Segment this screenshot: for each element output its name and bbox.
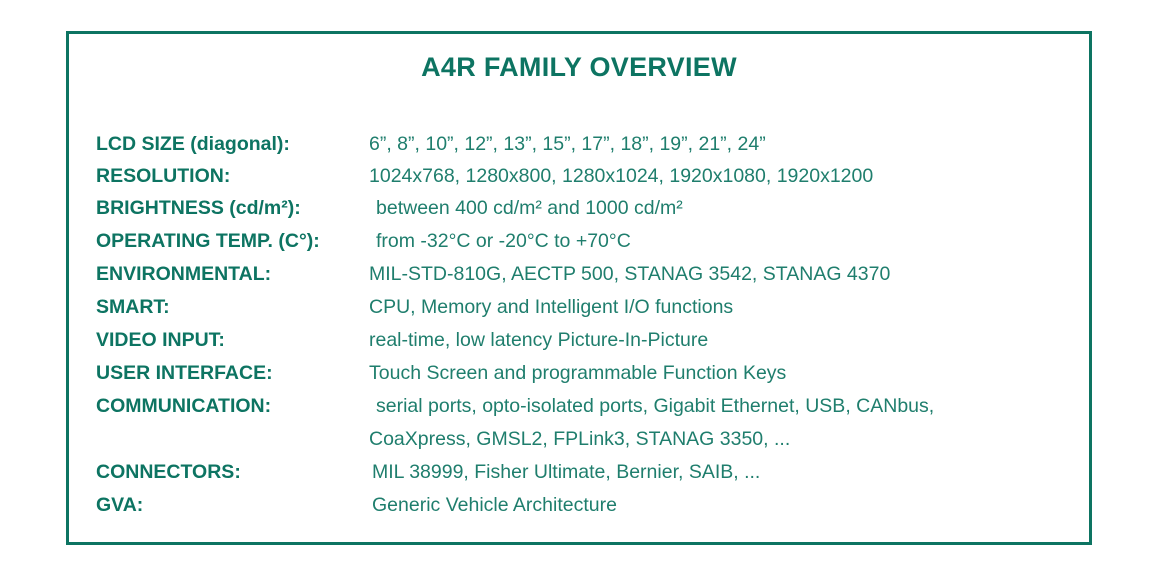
spec-value: real-time, low latency Picture-In-Picture bbox=[369, 329, 709, 351]
spec-label: VIDEO INPUT: bbox=[96, 329, 225, 351]
spec-value: 1024x768, 1280x800, 1280x1024, 1920x1080, 1920x1200 bbox=[369, 165, 874, 187]
spec-label: BRIGHTNESS (cd/m²): bbox=[96, 197, 301, 219]
spec-label: RESOLUTION: bbox=[96, 165, 231, 187]
spec-label: OPERATING TEMP. (C°): bbox=[96, 230, 320, 252]
spec-label: LCD SIZE (diagonal): bbox=[96, 133, 290, 155]
spec-value: CoaXpress, GMSL2, FPLink3, STANAG 3350, ... bbox=[369, 428, 791, 450]
spec-label: SMART: bbox=[96, 296, 170, 318]
spec-value: 6”, 8”, 10”, 12”, 13”, 15”, 17”, 18”, 19”, 21”, 24” bbox=[369, 133, 766, 155]
spec-value: CPU, Memory and Intelligent I/O functions bbox=[369, 296, 734, 318]
spec-value: between 400 cd/m² and 1000 cd/m² bbox=[376, 197, 683, 219]
spec-value: Generic Vehicle Architecture bbox=[372, 494, 617, 516]
spec-value: MIL 38999, Fisher Ultimate, Bernier, SAIB, ... bbox=[372, 461, 761, 483]
spec-value: Touch Screen and programmable Function Keys bbox=[369, 362, 787, 384]
spec-label: ENVIRONMENTAL: bbox=[96, 263, 272, 285]
spec-value: serial ports, opto-isolated ports, Gigabit Ethernet, USB, CANbus, bbox=[376, 395, 935, 417]
spec-label: USER INTERFACE: bbox=[96, 362, 273, 384]
spec-label: COMMUNICATION: bbox=[96, 395, 272, 417]
overview-panel bbox=[66, 31, 1092, 545]
page-title: A4R FAMILY OVERVIEW bbox=[421, 52, 737, 82]
spec-value: MIL-STD-810G, AECTP 500, STANAG 3542, STANAG 4370 bbox=[369, 263, 891, 285]
spec-value: from -32°C or -20°C to +70°C bbox=[376, 230, 631, 252]
spec-label: CONNECTORS: bbox=[96, 461, 241, 483]
spec-label: GVA: bbox=[96, 494, 144, 516]
